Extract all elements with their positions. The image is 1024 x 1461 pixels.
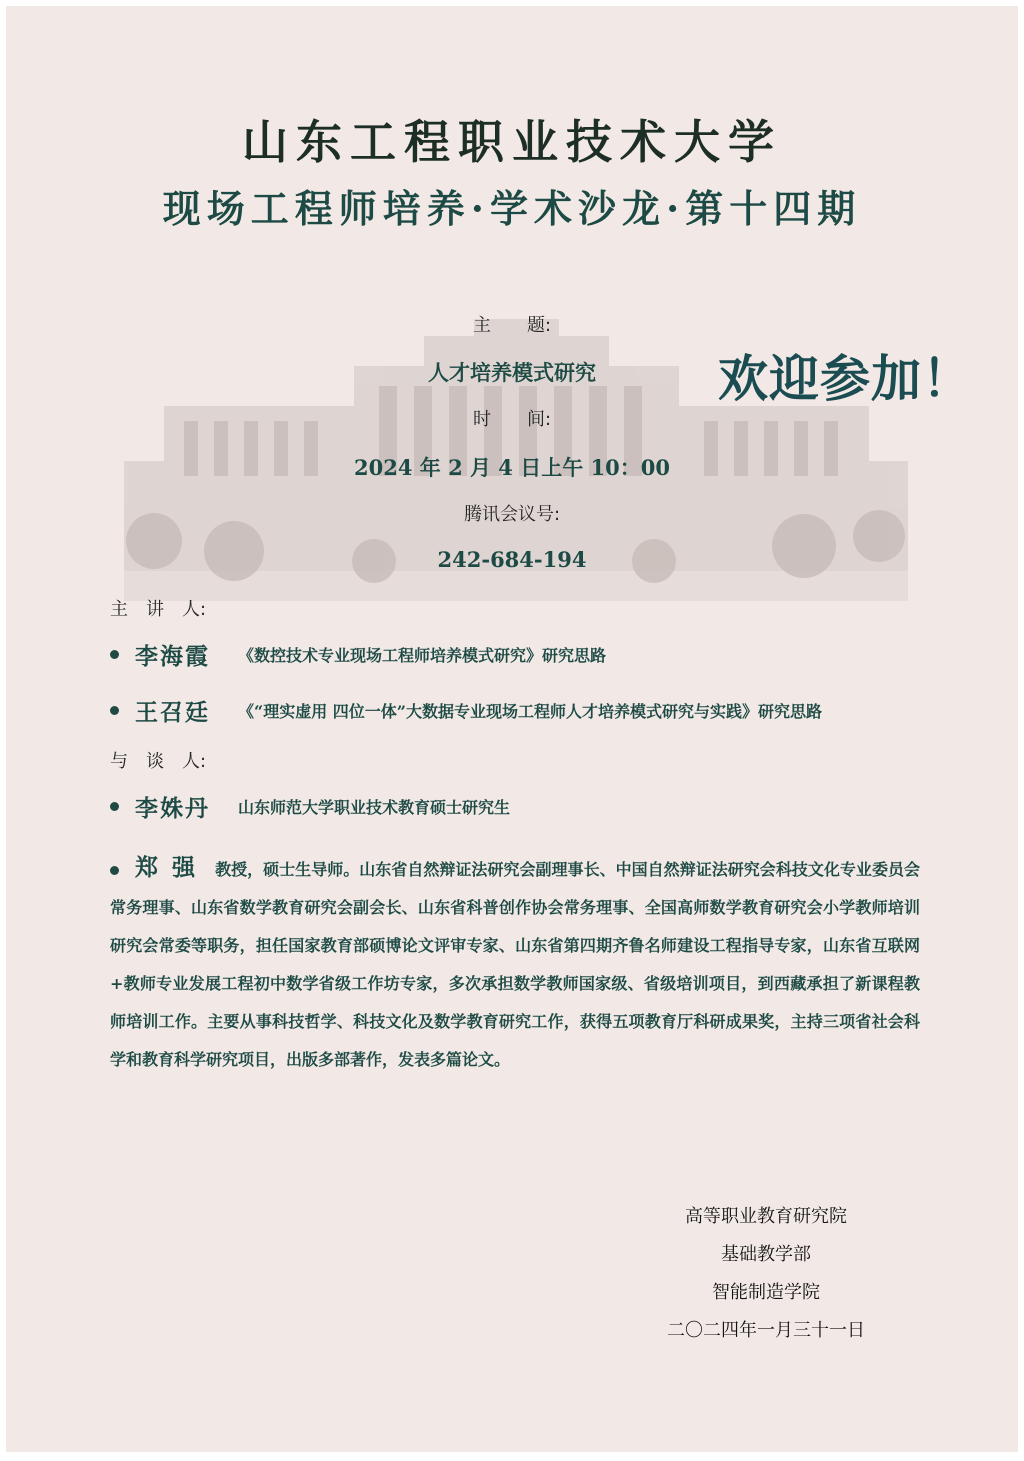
meeting-label: 腾讯会议号: xyxy=(463,504,561,525)
welcome-banner: 欢迎参加！ xyxy=(718,350,973,408)
time-label: 时 间: xyxy=(472,409,552,430)
speaker-item xyxy=(110,694,822,727)
poster-page xyxy=(6,6,1018,1452)
bullet-icon xyxy=(110,650,119,659)
organizer-name: 基础教学部 xyxy=(721,1244,811,1265)
speakers-label: 主 讲 人: xyxy=(110,599,207,620)
topic-label: 主 题: xyxy=(472,315,552,336)
discussant-name: 郑强 xyxy=(135,854,210,881)
speaker-topic: 《“理实虚用 四位一体”大数据专业现场工程师人才培养模式研究与实践》研究思路 xyxy=(238,702,822,721)
bullet-icon xyxy=(110,866,119,875)
speaker-name: 王召廷 xyxy=(135,699,210,726)
discussant-desc: 教授，硕士生导师。山东省自然辩证法研究会副理事长、中国自然辩证法研究会科技文化专业委员会常务理事、山东省数学教育研究会副会长、山东省科普创作协会常务理事、全国高师数学教育研究会小学教师培训研究会常委等职务，担任国家教育部硕博论文评审专家、山东省第四期齐鲁名师建设工程指导专家，山东省互联网+教师专业发展工程初中数学省级工作坊专家，多次承担数学教师国家级、省级培训项目，到西藏承担了新课程教师培训工作。主要从事科技哲学、科技文化及数学教育研究工作，获得五项教育厅科研成果奖，主持三项省社会科学和教育科学研究项目，出版多部著作，发表多篇论文。 xyxy=(110,860,920,1069)
discussant-desc: 山东师范大学职业技术教育硕士研究生 xyxy=(238,798,511,817)
discussant-name: 李姝丹 xyxy=(135,795,210,822)
organizer-name: 智能制造学院 xyxy=(712,1282,820,1303)
discussants-label: 与 谈 人: xyxy=(110,751,207,772)
issue-date: 二〇二四年一月三十一日 xyxy=(667,1320,865,1341)
speaker-item xyxy=(110,638,606,671)
meeting-id: 242-684-194 xyxy=(437,547,587,572)
salon-subtitle: 现场工程师培养·学术沙龙·第十四期 xyxy=(162,186,862,231)
organizer-name: 高等职业教育研究院 xyxy=(685,1206,847,1227)
time-value: 2024 年 2 月 4 日上午 10：00 xyxy=(354,455,670,480)
topic-value: 人才培养模式研究 xyxy=(428,360,596,385)
discussant-bio xyxy=(110,849,920,1079)
discussant-item xyxy=(110,790,510,823)
speaker-topic: 《数控技术专业现场工程师培养模式研究》研究思路 xyxy=(238,646,607,665)
university-title: 山东工程职业技术大学 xyxy=(242,115,782,169)
speaker-name: 李海霞 xyxy=(135,643,210,670)
bullet-icon xyxy=(110,706,119,715)
bullet-icon xyxy=(110,802,119,811)
